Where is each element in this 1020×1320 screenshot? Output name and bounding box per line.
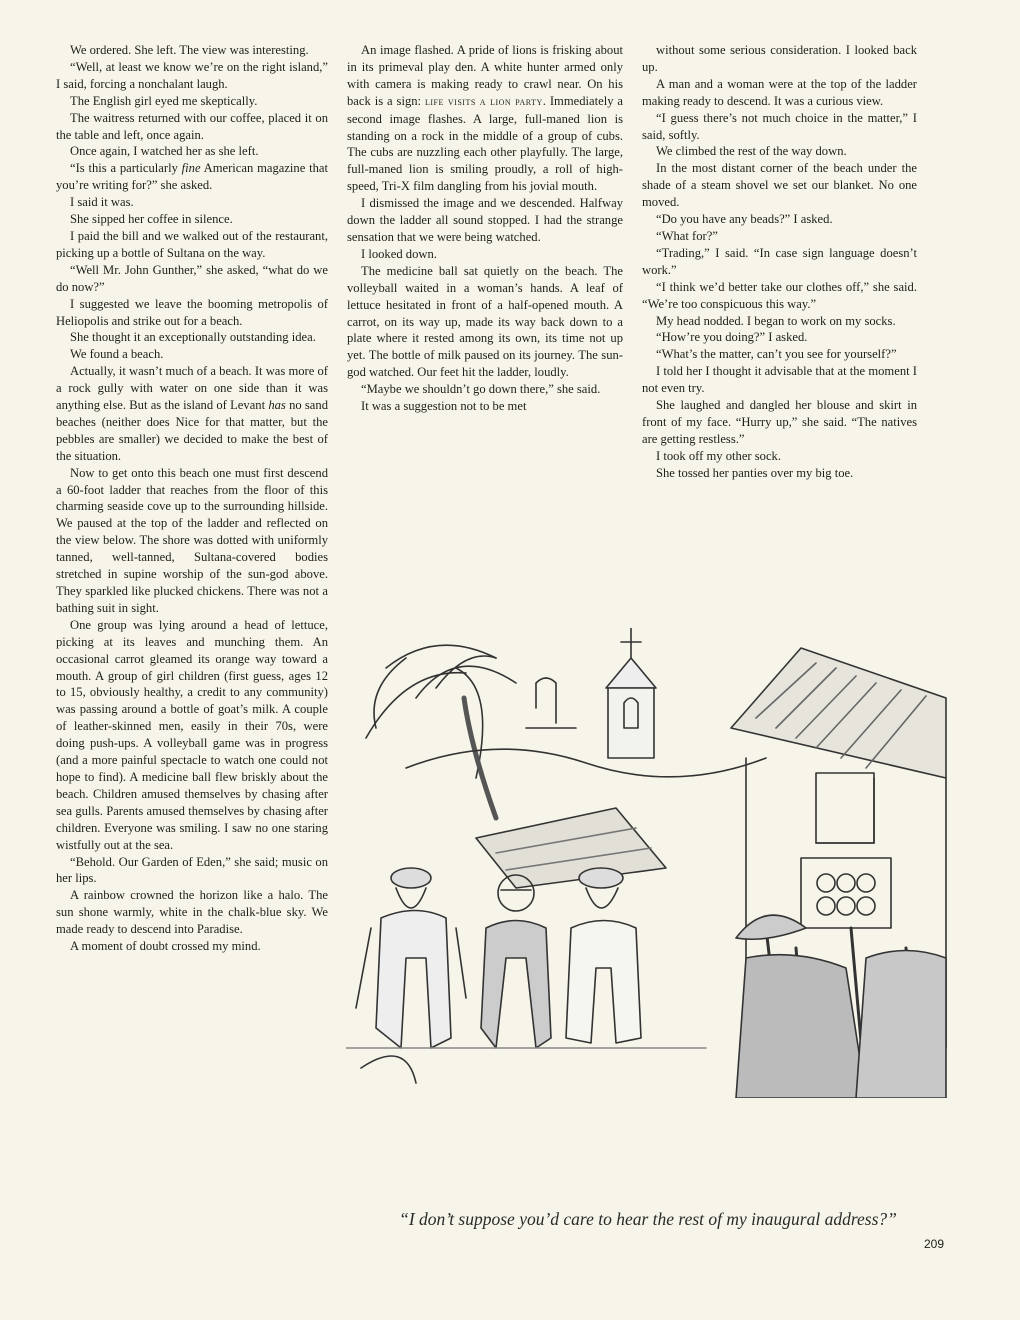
paragraph: In the most distant corner of the beach under the shade of a steam shovel we set our blanket. No one moved. [642, 161, 917, 210]
paragraph: “Do you have any beads?” I asked. [656, 212, 833, 227]
paragraph: The English girl eyed me skeptically. [70, 93, 258, 108]
paragraph: Now to get onto this beach one must first descend a 60-foot ladder that reaches from the floor of this charming seaside cove up to the surrounding hillside. We paused at the top of the ladder and reflected on the view below. The shore was dotted with uniformly tanned, well-tanned, Sultana-covered bodies stretched in supine worship of the sun-god above. They sparkled like plucked chickens. There was not a bathing suit in sight. [56, 465, 328, 615]
paragraph-text: no sand beaches (neither does Nice for that matter, but the pebbles are smaller) we decided to make the best of the situation. [56, 398, 328, 463]
article-column-3 [642, 42, 917, 482]
paragraph: She sipped her coffee in silence. [70, 212, 233, 227]
paragraph-text: An image flashed. A pride of lions is frisking about in its primeval play den. A white hunter armed only with camera is making ready to crawl near. On his back is a sign: [347, 43, 623, 108]
italic-emphasis: has [268, 398, 286, 413]
paragraph: She tossed her panties over my big toe. [656, 465, 854, 480]
paragraph: We climbed the rest of the way down. [656, 144, 847, 159]
paragraph: One group was lying around a head of lettuce, picking at its leaves and munching them. An occasional carrot gleamed its orange way toward a mouth. A group of girl children (first guess, ages 12 to 15, obviously healthy, a credit to any community) was passing around a bottle of goat’s milk. A couple of leather-skinned men, easily in their 70s, were doing push-ups. A volleyball game was in progress (and a more painful spectacle to watch one could not hope to find). A medicine ball flew briskly about the beach. Children amused themselves by chasing after sea gulls. Parents amused themselves by chasing after children. Everyone was smiling. I saw no one staring wistfully out at the sea. [56, 617, 328, 852]
paragraph-text: . Immediately a second image flashes. A large, full-maned lion is standing on a rock in the middle of a group of cubs. The cubs are nuzzling each other playfully. The large, full-maned lion is smiling proudly, a roll of high-speed, Tri-X film dangling from his jovial mouth. [347, 93, 624, 194]
paragraph-text: American magazine that you’re writing for?” she asked. [56, 161, 328, 193]
paragraph: She thought it an exceptionally outstanding idea. [70, 330, 316, 345]
paragraph: “I guess there’s not much choice in the matter,” I said, softly. [642, 110, 917, 142]
paragraph: We ordered. She left. The view was interesting. [70, 43, 309, 57]
paragraph: “What’s the matter, can’t you see for yourself?” [656, 347, 897, 362]
paragraph: A moment of doubt crossed my mind. [70, 939, 261, 954]
sign-text: life visits a lion party [424, 95, 543, 108]
paragraph: I said it was. [70, 195, 134, 210]
cartoon-illustration [346, 628, 950, 1098]
paragraph [347, 42, 623, 195]
article-column-2 [347, 42, 623, 415]
paragraph: I told her I thought it advisable that at the moment I not even try. [642, 364, 917, 396]
paragraph: I looked down. [361, 246, 437, 261]
paragraph: The medicine ball sat quietly on the beach. The volleyball waited in a woman’s hands. A leaf of lettuce hesitated in front of a half-opened mouth. A carrot, on its way up, made its way back down to a plate where it rested among its own, its time not up yet. The bottle of milk paused on its journey. The sun-god watched. Our feet hit the ladder, loudly. [347, 263, 623, 380]
paragraph: A rainbow crowned the horizon like a halo. The sun shone warmly, white in the chalk-blue sky. We made ready to descend into Paradise. [56, 888, 328, 937]
paragraph: I took off my other sock. [656, 448, 781, 463]
paragraph: It was a suggestion not to be met [361, 399, 527, 414]
paragraph: “Behold. Our Garden of Eden,” she said; music on her lips. [56, 854, 328, 886]
page-number: 209 [924, 1237, 945, 1251]
paragraph: “Well Mr. John Gunther,” she asked, “what do we do now?” [56, 262, 328, 294]
paragraph [56, 363, 328, 464]
paragraph-text: “Is this a particularly [70, 161, 182, 176]
paragraph [56, 160, 328, 194]
paragraph: without some serious consideration. I looked back up. [642, 43, 917, 74]
italic-emphasis: fine [181, 161, 201, 176]
paragraph: A man and a woman were at the top of the ladder making ready to descend. It was a curious view. [642, 76, 917, 108]
paragraph: “I think we’d better take our clothes off,” she said. “We’re too conspicuous this way.” [642, 279, 917, 311]
paragraph: “Maybe we shouldn’t go down there,” she said. [361, 382, 601, 397]
paragraph: “What for?” [656, 228, 718, 243]
paragraph: “How’re you doing?” I asked. [656, 330, 808, 345]
paragraph: I suggested we leave the booming metropolis of Heliopolis and strike out for a beach. [56, 296, 328, 328]
paragraph: “Well, at least we know we’re on the right island,” I said, forcing a nonchalant laugh. [56, 59, 328, 91]
paragraph: We found a beach. [70, 347, 164, 362]
paragraph: “Trading,” I said. “In case sign language doesn’t work.” [642, 245, 917, 277]
cartoon-caption: “I don’t suppose you’d care to hear the rest of my inaugural address?” [399, 1209, 897, 1229]
paragraph: My head nodded. I began to work on my socks. [656, 313, 896, 328]
paragraph: I paid the bill and we walked out of the restaurant, picking up a bottle of Sultana on the way. [56, 228, 328, 260]
paragraph: I dismissed the image and we descended. Halfway down the ladder all sound stopped. I had the strange sensation that we were being watched. [347, 196, 623, 244]
paragraph: She laughed and dangled her blouse and skirt in front of my face. “Hurry up,” she said. “The natives are getting restless.” [642, 398, 917, 446]
paragraph-text: Actually, it wasn’t much of a beach. It was more of a rock gully with water on one side than it was anything else. But as the island of Levant [56, 364, 328, 413]
paragraph: Once again, I watched her as she left. [70, 144, 259, 159]
article-column-1 [56, 42, 328, 955]
paragraph: The waitress returned with our coffee, placed it on the table and left, once again. [56, 110, 328, 142]
